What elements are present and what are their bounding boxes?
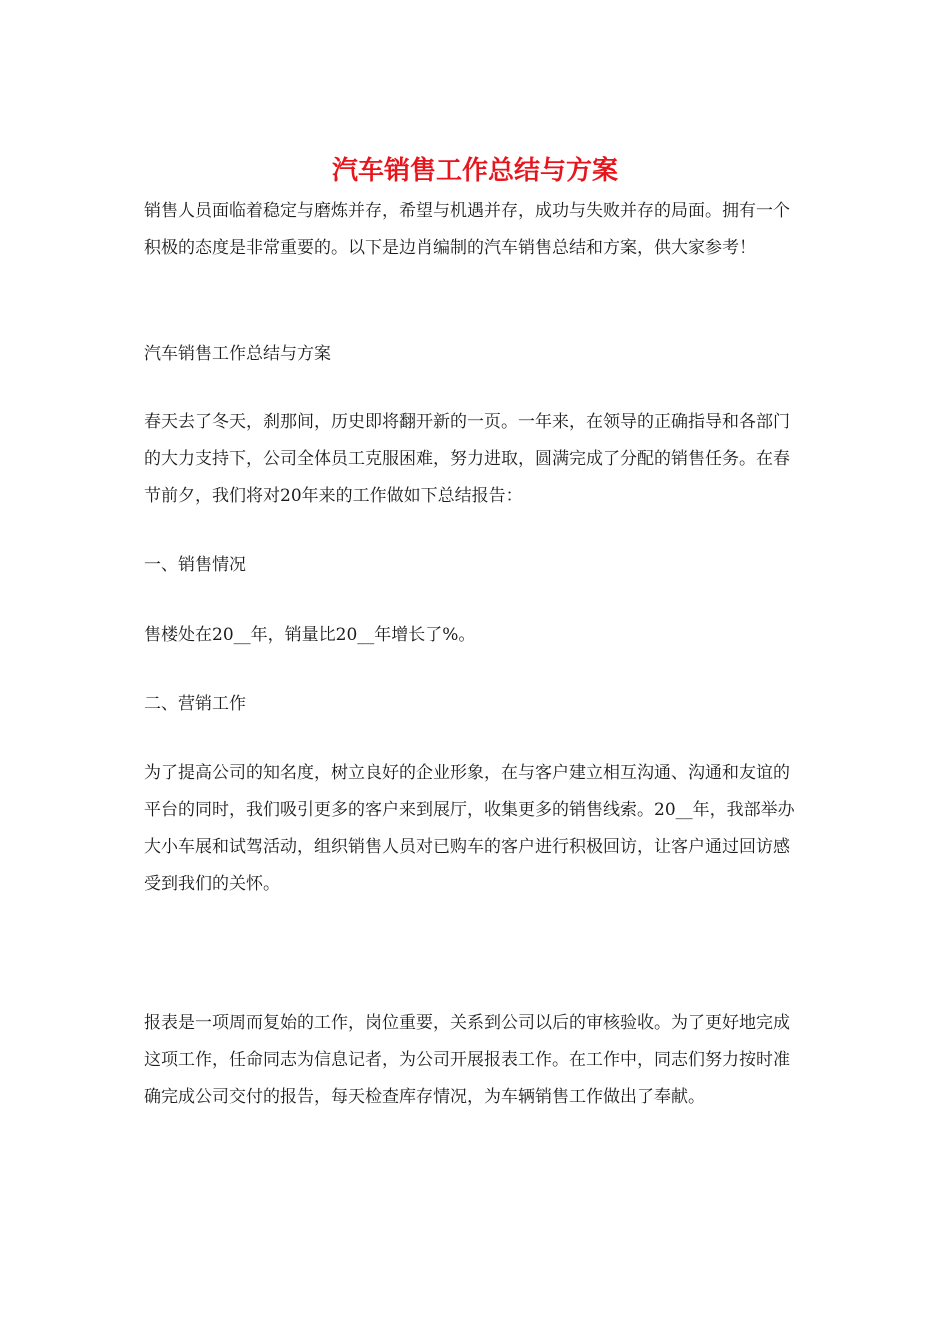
intro-paragraph: 销售人员面临着稳定与磨炼并存，希望与机遇并存，成功与失败并存的局面。拥有一个积极的态度是非常重要的。以下是边肖编制的汽车销售总结和方案，供大家参考！ (144, 201, 790, 258)
section-heading-sales: 一、销售情况 (144, 555, 246, 575)
marketing-paragraph: 为了提高公司的知名度，树立良好的企业形象，在与客户建立相互沟通、沟通和友谊的平台的同时，我们吸引更多的客户来到展厅，收集更多的销售线索。20__年，我部举办大小车展和试驾活动，组织销售人员对已购车的客户进行积极回访，让客户通过回访感受到我们的关怀。 (144, 763, 795, 894)
report-paragraph: 报表是一项周而复始的工作，岗位重要，关系到公司以后的审核验收。为了更好地完成这项工作，任命同志为信息记者，为公司开展报表工作。在工作中，同志们努力按时准确完成公司交付的报告，每天检查库存情况，为车辆销售工作做出了奉献。 (144, 1013, 790, 1107)
sales-paragraph: 售楼处在20__年，销量比20__年增长了%。 (144, 625, 476, 645)
subtitle-paragraph: 汽车销售工作总结与方案 (144, 344, 331, 364)
document-title: 汽车销售工作总结与方案 (331, 156, 618, 186)
section-heading-marketing: 二、营销工作 (144, 694, 246, 714)
opening-paragraph: 春天去了冬天，刹那间，历史即将翻开新的一页。一年来，在领导的正确指导和各部门的大力支持下，公司全体员工克服困难，努力进取，圆满完成了分配的销售任务。在春节前夕，我们将对20年来的工作做如下总结报告： (144, 412, 790, 506)
